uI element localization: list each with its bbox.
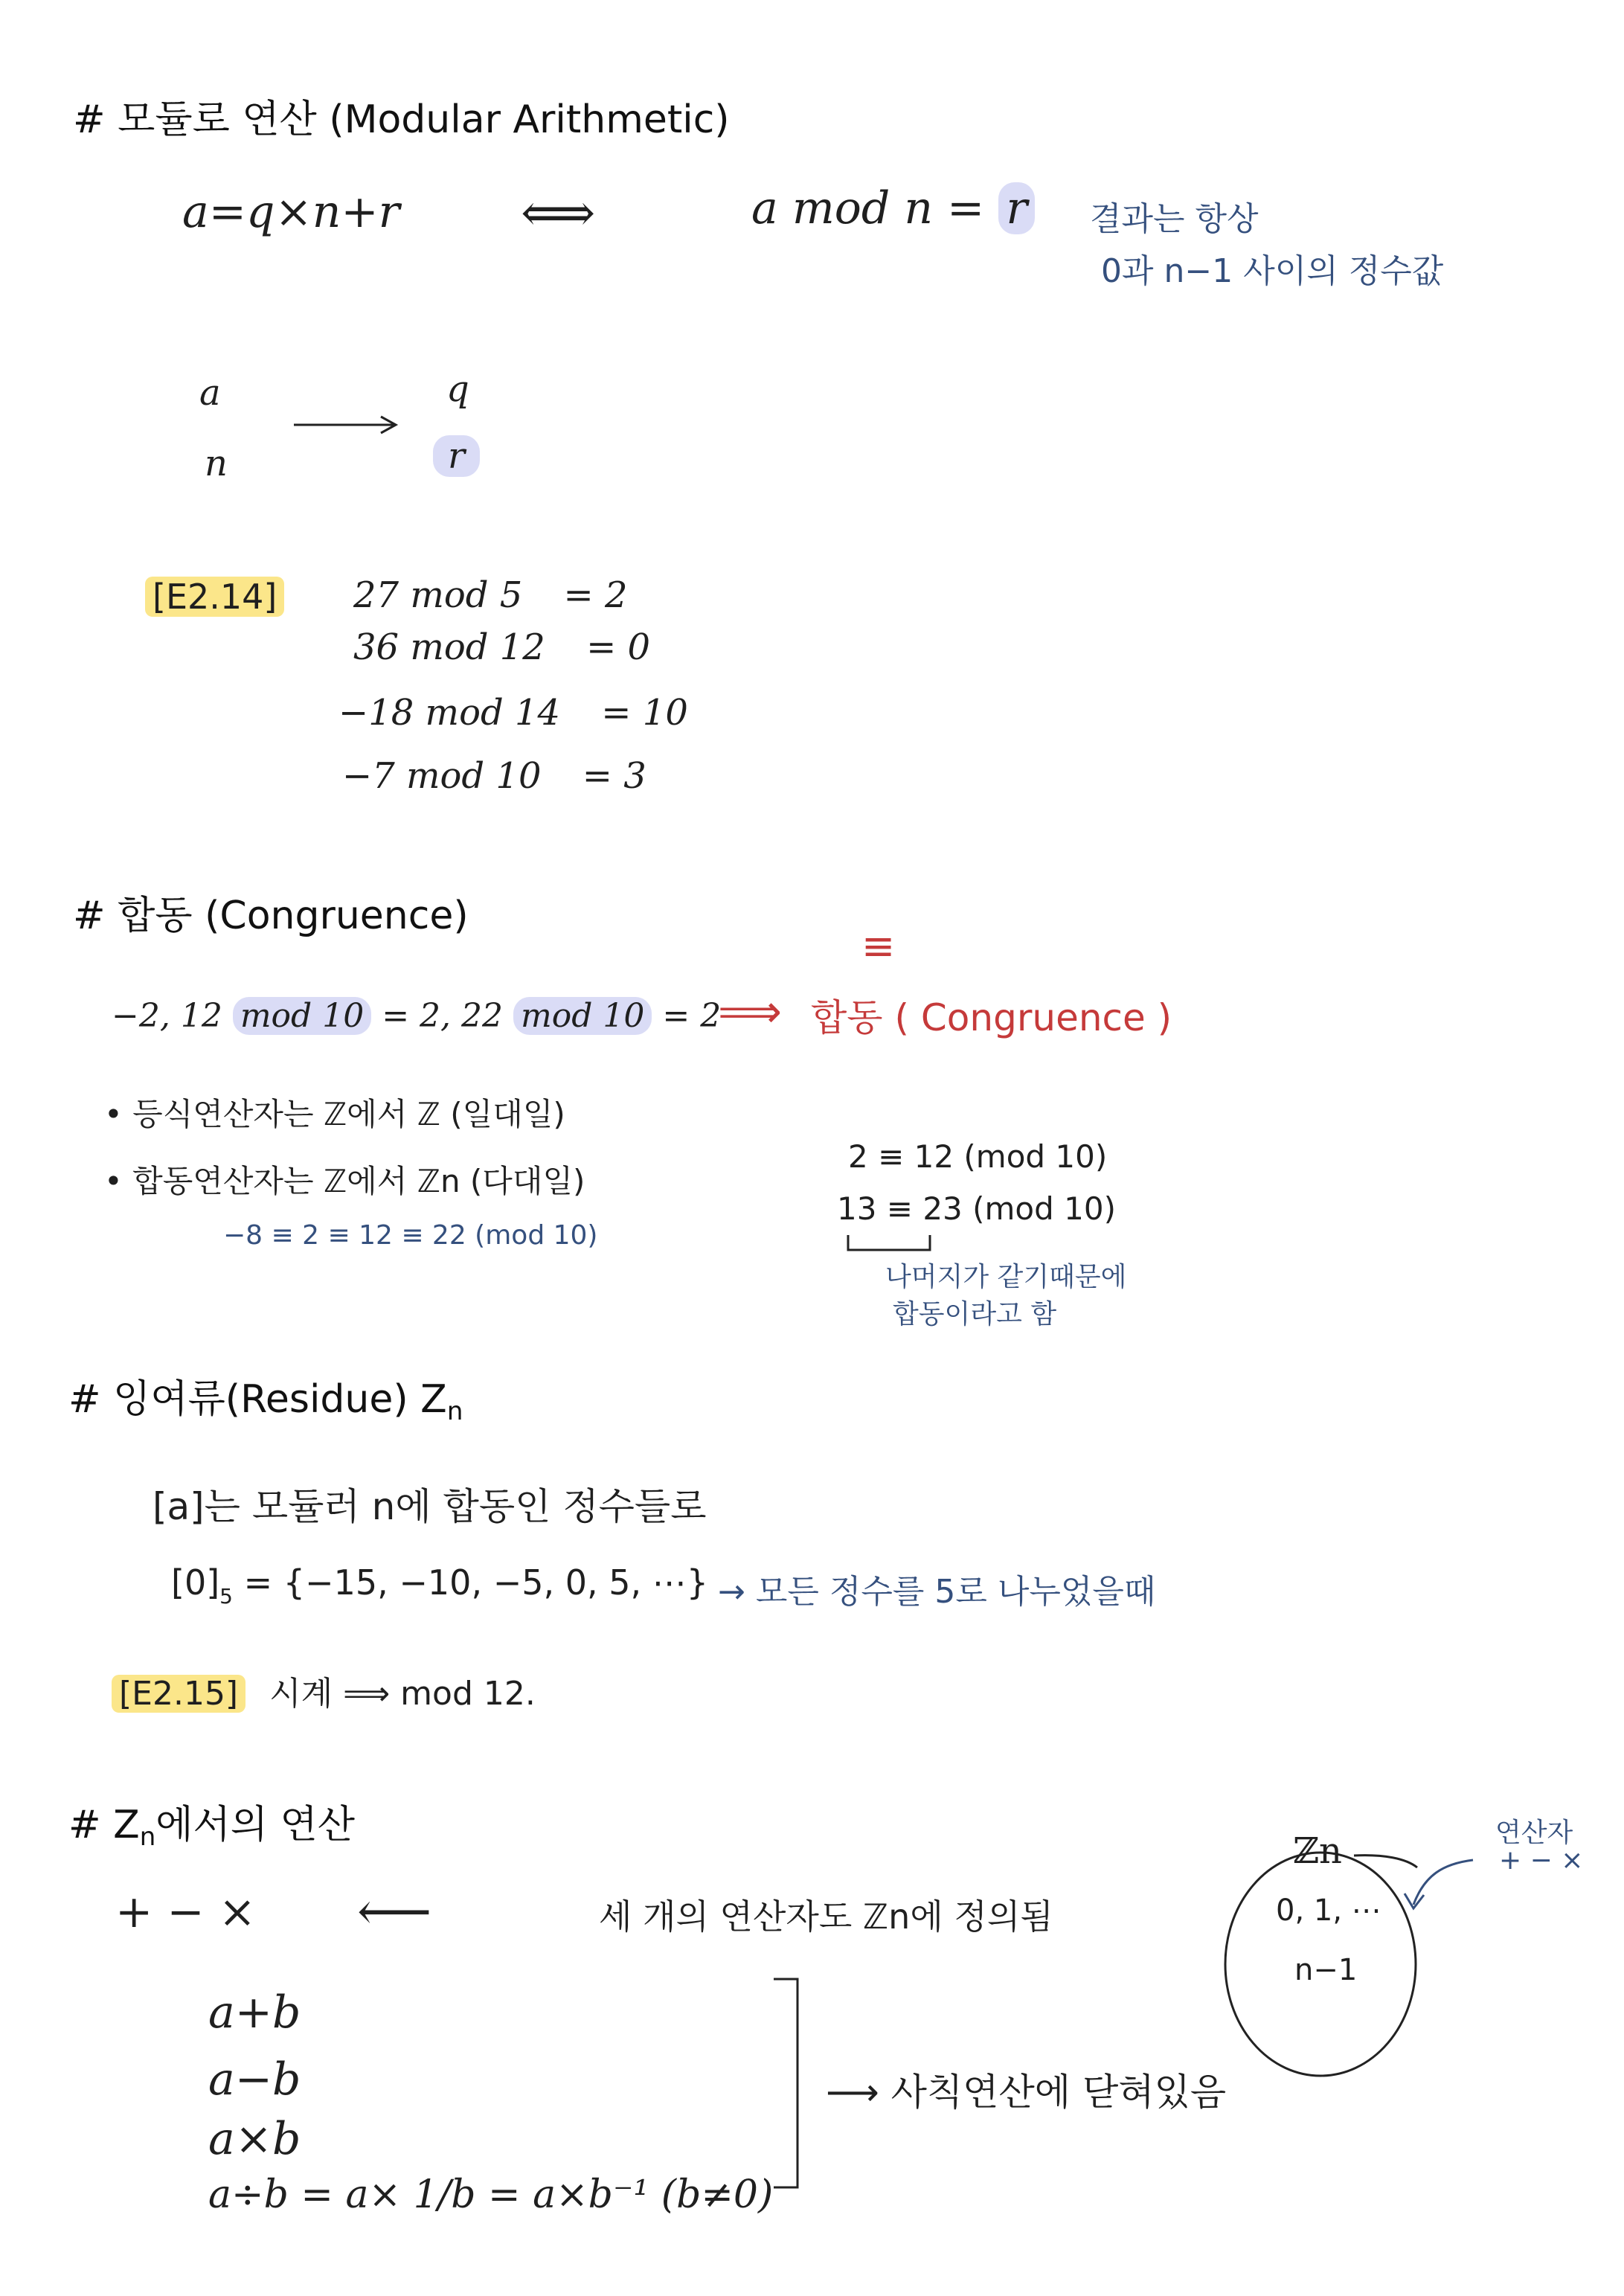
section-heading-modular: # 모듈로 연산 (Modular Arithmetic) <box>73 97 730 142</box>
operators-list: + − × <box>115 1886 256 1938</box>
example-row-2 <box>353 626 650 668</box>
result-note-line1: 결과는 항상 <box>1090 200 1259 238</box>
implies-arrow: ⟹ <box>718 986 783 1038</box>
zn-circle-line1: 0, 1, ⋯ <box>1276 1893 1381 1928</box>
example-expr: −18 mod 14 <box>338 692 561 734</box>
residue-heading-sub: n <box>446 1396 463 1426</box>
residue-definition: [a]는 모듈러 n에 합동인 정수들로 <box>153 1485 707 1528</box>
equation-right-remainder: r <box>998 182 1035 234</box>
residue-heading-main: # 잉여류(Residue) Z <box>68 1377 447 1422</box>
equation-left: a=q×n+r <box>182 186 400 238</box>
congruence-mod-2: mod 10 <box>513 997 652 1035</box>
equivalence-arrow: ⟺ <box>521 182 596 243</box>
operators-arrow: ⟵ <box>357 1881 432 1942</box>
congruence-symbol: ≡ <box>861 923 896 969</box>
example-e215-text: 시계 ⟹ mod 12. <box>269 1675 536 1713</box>
remainder-note-line2: 합동이라고 함 <box>893 1299 1057 1330</box>
example-e215 <box>112 1667 536 1714</box>
congruence-label: 합동 ( Congruence ) <box>811 996 1172 1039</box>
remainder-note-line1: 나머지가 같기때문에 <box>885 1262 1127 1292</box>
expr-multiply: a×b <box>208 2113 301 2165</box>
example-result: = 10 <box>601 692 688 734</box>
example-row-1 <box>353 574 628 616</box>
zn-heading-post: 에서의 연산 <box>155 1803 355 1847</box>
expr-add: a+b <box>208 1986 301 2039</box>
diagram-a: a <box>199 372 221 414</box>
circle-note-line2: + − × <box>1499 1845 1584 1876</box>
example-tag-e214 <box>145 577 284 617</box>
residue-arrow-note: → 모든 정수를 5로 나누었을때 <box>718 1573 1156 1611</box>
example-result: = 3 <box>582 755 646 797</box>
result-note-line2: 0과 n−1 사이의 정수값 <box>1101 252 1444 290</box>
blue-congruence-example: −8 ≡ 2 ≡ 12 ≡ 22 (mod 10) <box>223 1220 598 1251</box>
example-result: = 2 <box>563 574 628 616</box>
operators-note: 세 개의 연산자도 ℤn에 정의됨 <box>599 1896 1053 1937</box>
residue-class-example <box>171 1562 708 1609</box>
expr-divide: a÷b = a× 1/b = a×b⁻¹ (b≠0) <box>208 2172 774 2217</box>
bullet-congruence: • 합동연산자는 ℤ에서 ℤn (다대일) <box>104 1163 585 1199</box>
section-heading-residue <box>68 1367 463 1426</box>
example-row-4 <box>342 755 646 797</box>
equation-right-prefix: a mod n = <box>751 182 985 234</box>
section-heading-congruence: # 합동 (Congruence) <box>73 894 469 938</box>
congruence-mod-1: mod 10 <box>233 997 371 1035</box>
congruence-part-a: −2, 12 <box>112 997 222 1035</box>
example-result: = 0 <box>586 626 651 668</box>
example-tag-e215: [E2.15] <box>112 1675 245 1713</box>
zn-heading-pre: # Z <box>68 1803 140 1847</box>
right-bracket <box>774 1979 797 2187</box>
bullet-equality: • 등식연산자는 ℤ에서 ℤ (일대일) <box>104 1096 565 1132</box>
residue-class-sub: 5 <box>219 1584 233 1609</box>
closed-under-operations-note: ⟶ 사칙연산에 닫혀있음 <box>826 2071 1227 2114</box>
equation-right <box>751 182 1035 234</box>
diagram-n: n <box>205 443 228 484</box>
diagram-q: q <box>446 368 469 410</box>
circle-note-line1: 연산자 <box>1495 1818 1573 1848</box>
congruence-part-c: = 2 <box>662 997 722 1035</box>
example-row-3 <box>338 692 688 734</box>
congruence-example-1: 2 ≡ 12 (mod 10) <box>848 1138 1108 1175</box>
residue-class-right: = {−15, −10, −5, 0, 5, ⋯} <box>243 1562 709 1603</box>
diagram-r-wrap <box>433 435 480 477</box>
congruence-part-b: = 2, 22 <box>382 997 503 1035</box>
zn-circle-line2: n−1 <box>1294 1953 1358 1987</box>
congruence-line <box>112 997 721 1035</box>
underline-brace <box>848 1235 930 1250</box>
example-tag-e214-text: [E2.14] <box>145 577 284 617</box>
example-expr: −7 mod 10 <box>342 755 542 797</box>
residue-class-left: [0] <box>171 1562 220 1603</box>
example-expr: 27 mod 5 <box>353 574 523 616</box>
section-heading-zn-operations <box>68 1793 355 1852</box>
zn-circle-label: ℤn <box>1293 1830 1342 1872</box>
congruence-example-2: 13 ≡ 23 (mod 10) <box>837 1190 1116 1227</box>
example-expr: 36 mod 12 <box>353 626 545 668</box>
zn-heading-sub: n <box>139 1822 156 1852</box>
expr-subtract: a−b <box>208 2053 301 2106</box>
diagram-r: r <box>433 435 480 477</box>
